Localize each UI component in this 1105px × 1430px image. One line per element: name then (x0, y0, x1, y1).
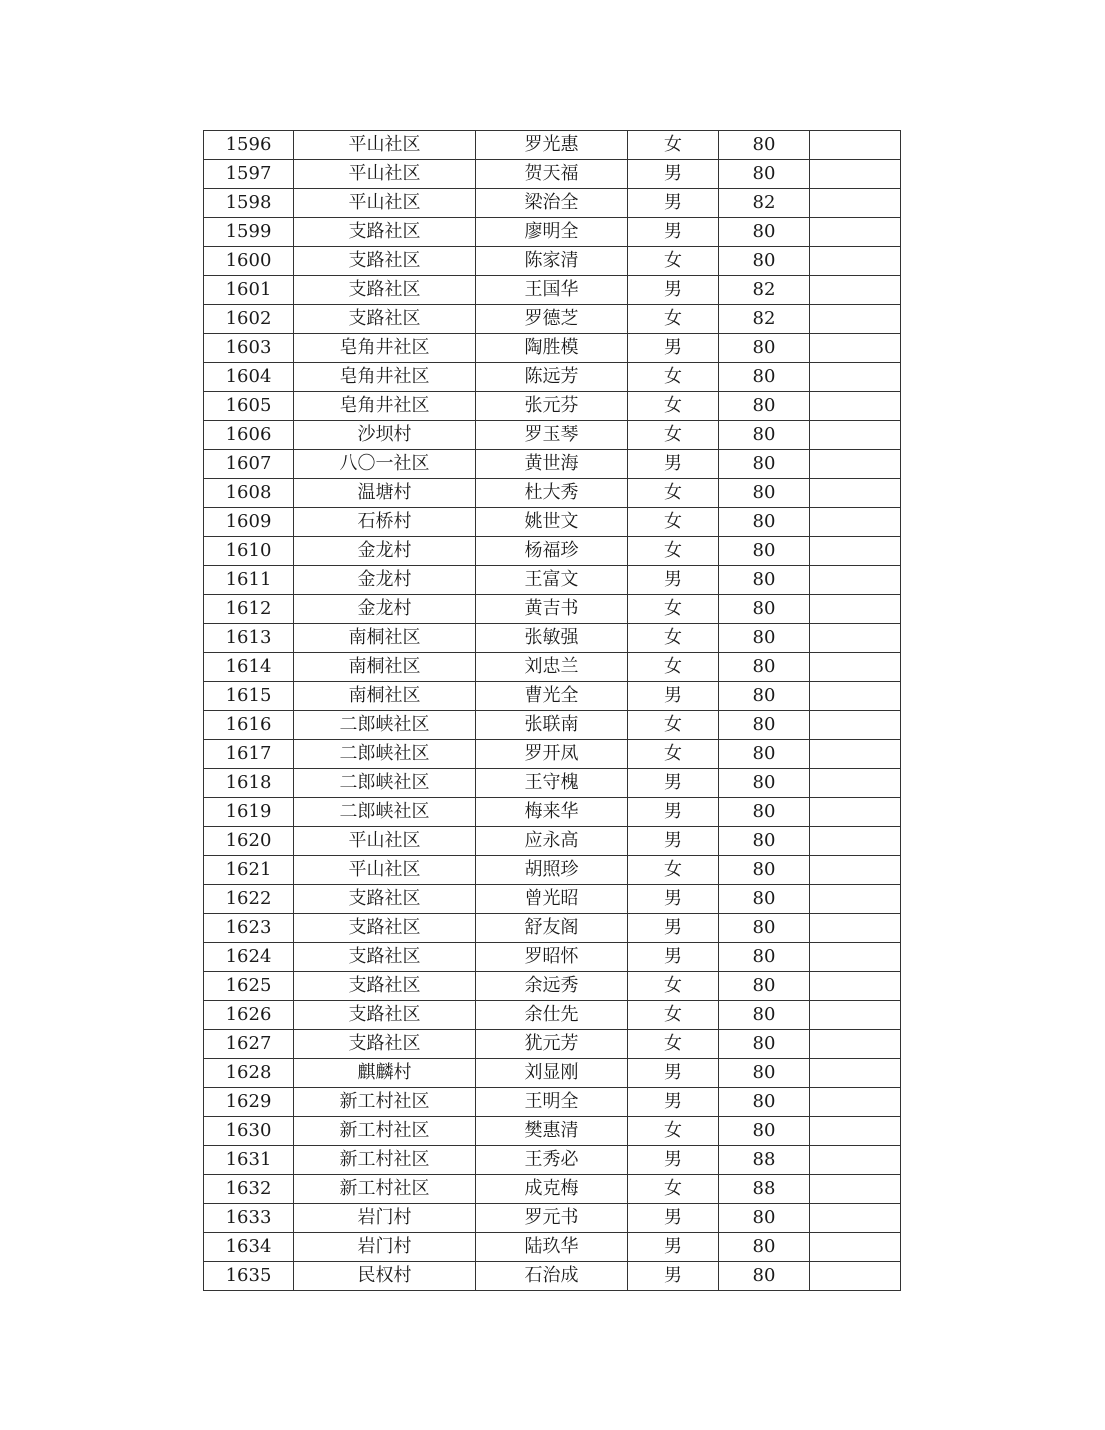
serial-number-cell: 1628 (204, 1059, 294, 1088)
age-cell: 80 (719, 218, 810, 247)
serial-number-cell: 1611 (204, 566, 294, 595)
serial-number-cell: 1622 (204, 885, 294, 914)
community-cell: 石桥村 (294, 508, 476, 537)
community-cell: 新工村社区 (294, 1117, 476, 1146)
remark-cell (810, 682, 901, 711)
person-name-cell: 石治成 (476, 1262, 628, 1291)
person-name-cell: 刘显刚 (476, 1059, 628, 1088)
table-row (204, 1146, 901, 1175)
remark-cell (810, 566, 901, 595)
gender-cell: 女 (628, 421, 719, 450)
age-cell: 80 (719, 1233, 810, 1262)
gender-cell: 男 (628, 160, 719, 189)
community-cell: 平山社区 (294, 827, 476, 856)
table-row (204, 798, 901, 827)
gender-cell: 女 (628, 653, 719, 682)
remark-cell (810, 769, 901, 798)
gender-cell: 男 (628, 1088, 719, 1117)
table-row (204, 421, 901, 450)
remark-cell (810, 740, 901, 769)
gender-cell: 女 (628, 972, 719, 1001)
person-name-cell: 罗开凤 (476, 740, 628, 769)
remark-cell (810, 1233, 901, 1262)
remark-cell (810, 363, 901, 392)
serial-number-cell: 1603 (204, 334, 294, 363)
table-row (204, 305, 901, 334)
age-cell: 80 (719, 1262, 810, 1291)
table-row (204, 218, 901, 247)
gender-cell: 男 (628, 1146, 719, 1175)
table-row (204, 566, 901, 595)
age-cell: 80 (719, 160, 810, 189)
table-row (204, 769, 901, 798)
table-row (204, 1059, 901, 1088)
age-cell: 80 (719, 885, 810, 914)
person-name-cell: 张敏强 (476, 624, 628, 653)
serial-number-cell: 1608 (204, 479, 294, 508)
community-cell: 平山社区 (294, 160, 476, 189)
roster-table-body (204, 131, 901, 1291)
roster-table (203, 130, 901, 1291)
remark-cell (810, 1001, 901, 1030)
community-cell: 支路社区 (294, 972, 476, 1001)
gender-cell: 男 (628, 827, 719, 856)
remark-cell (810, 508, 901, 537)
serial-number-cell: 1632 (204, 1175, 294, 1204)
age-cell: 80 (719, 363, 810, 392)
community-cell: 皂角井社区 (294, 334, 476, 363)
serial-number-cell: 1609 (204, 508, 294, 537)
remark-cell (810, 276, 901, 305)
table-row (204, 914, 901, 943)
gender-cell: 女 (628, 363, 719, 392)
serial-number-cell: 1606 (204, 421, 294, 450)
person-name-cell: 刘忠兰 (476, 653, 628, 682)
community-cell: 岩门村 (294, 1233, 476, 1262)
community-cell: 二郎峡社区 (294, 798, 476, 827)
person-name-cell: 杜大秀 (476, 479, 628, 508)
table-row (204, 1233, 901, 1262)
gender-cell: 男 (628, 218, 719, 247)
person-name-cell: 张联南 (476, 711, 628, 740)
community-cell: 支路社区 (294, 914, 476, 943)
remark-cell (810, 624, 901, 653)
gender-cell: 女 (628, 1117, 719, 1146)
table-row (204, 508, 901, 537)
table-row (204, 595, 901, 624)
age-cell: 80 (719, 827, 810, 856)
community-cell: 金龙村 (294, 537, 476, 566)
person-name-cell: 犹元芳 (476, 1030, 628, 1059)
community-cell: 南桐社区 (294, 653, 476, 682)
person-name-cell: 樊惠清 (476, 1117, 628, 1146)
age-cell: 80 (719, 682, 810, 711)
serial-number-cell: 1633 (204, 1204, 294, 1233)
table-row (204, 131, 901, 160)
serial-number-cell: 1604 (204, 363, 294, 392)
gender-cell: 男 (628, 682, 719, 711)
community-cell: 支路社区 (294, 276, 476, 305)
gender-cell: 女 (628, 711, 719, 740)
gender-cell: 男 (628, 769, 719, 798)
person-name-cell: 余仕先 (476, 1001, 628, 1030)
remark-cell (810, 537, 901, 566)
person-name-cell: 陈家清 (476, 247, 628, 276)
community-cell: 温塘村 (294, 479, 476, 508)
person-name-cell: 罗昭怀 (476, 943, 628, 972)
gender-cell: 女 (628, 305, 719, 334)
remark-cell (810, 450, 901, 479)
community-cell: 民权村 (294, 1262, 476, 1291)
remark-cell (810, 1030, 901, 1059)
age-cell: 80 (719, 1117, 810, 1146)
serial-number-cell: 1629 (204, 1088, 294, 1117)
person-name-cell: 姚世文 (476, 508, 628, 537)
person-name-cell: 廖明全 (476, 218, 628, 247)
serial-number-cell: 1635 (204, 1262, 294, 1291)
age-cell: 88 (719, 1146, 810, 1175)
remark-cell (810, 334, 901, 363)
remark-cell (810, 160, 901, 189)
community-cell: 南桐社区 (294, 682, 476, 711)
community-cell: 二郎峡社区 (294, 740, 476, 769)
serial-number-cell: 1630 (204, 1117, 294, 1146)
gender-cell: 女 (628, 537, 719, 566)
table-row (204, 276, 901, 305)
remark-cell (810, 914, 901, 943)
age-cell: 80 (719, 856, 810, 885)
person-name-cell: 应永高 (476, 827, 628, 856)
serial-number-cell: 1607 (204, 450, 294, 479)
community-cell: 南桐社区 (294, 624, 476, 653)
remark-cell (810, 1059, 901, 1088)
remark-cell (810, 189, 901, 218)
age-cell: 80 (719, 740, 810, 769)
community-cell: 支路社区 (294, 305, 476, 334)
gender-cell: 男 (628, 276, 719, 305)
age-cell: 80 (719, 914, 810, 943)
remark-cell (810, 247, 901, 276)
remark-cell (810, 943, 901, 972)
person-name-cell: 罗德芝 (476, 305, 628, 334)
table-row (204, 1204, 901, 1233)
person-name-cell: 杨福珍 (476, 537, 628, 566)
gender-cell: 女 (628, 624, 719, 653)
serial-number-cell: 1618 (204, 769, 294, 798)
age-cell: 80 (719, 653, 810, 682)
serial-number-cell: 1631 (204, 1146, 294, 1175)
table-row (204, 1262, 901, 1291)
remark-cell (810, 1146, 901, 1175)
table-row (204, 1030, 901, 1059)
age-cell: 80 (719, 131, 810, 160)
community-cell: 二郎峡社区 (294, 769, 476, 798)
age-cell: 80 (719, 479, 810, 508)
table-row (204, 160, 901, 189)
serial-number-cell: 1620 (204, 827, 294, 856)
age-cell: 80 (719, 392, 810, 421)
community-cell: 支路社区 (294, 247, 476, 276)
table-row (204, 392, 901, 421)
remark-cell (810, 653, 901, 682)
table-row (204, 856, 901, 885)
table-row (204, 334, 901, 363)
person-name-cell: 曾光昭 (476, 885, 628, 914)
person-name-cell: 黄吉书 (476, 595, 628, 624)
gender-cell: 男 (628, 798, 719, 827)
serial-number-cell: 1621 (204, 856, 294, 885)
person-name-cell: 余远秀 (476, 972, 628, 1001)
table-row (204, 653, 901, 682)
remark-cell (810, 856, 901, 885)
age-cell: 80 (719, 508, 810, 537)
age-cell: 80 (719, 624, 810, 653)
table-row (204, 827, 901, 856)
table-row (204, 450, 901, 479)
serial-number-cell: 1623 (204, 914, 294, 943)
person-name-cell: 王守槐 (476, 769, 628, 798)
community-cell: 皂角井社区 (294, 392, 476, 421)
gender-cell: 男 (628, 1262, 719, 1291)
table-row (204, 624, 901, 653)
person-name-cell: 梅来华 (476, 798, 628, 827)
table-row (204, 1117, 901, 1146)
serial-number-cell: 1605 (204, 392, 294, 421)
person-name-cell: 陆玖华 (476, 1233, 628, 1262)
age-cell: 80 (719, 247, 810, 276)
serial-number-cell: 1615 (204, 682, 294, 711)
age-cell: 80 (719, 1204, 810, 1233)
gender-cell: 女 (628, 1001, 719, 1030)
community-cell: 支路社区 (294, 943, 476, 972)
age-cell: 80 (719, 450, 810, 479)
serial-number-cell: 1617 (204, 740, 294, 769)
table-row (204, 740, 901, 769)
age-cell: 80 (719, 1001, 810, 1030)
person-name-cell: 陶胜模 (476, 334, 628, 363)
gender-cell: 男 (628, 1233, 719, 1262)
remark-cell (810, 1175, 901, 1204)
community-cell: 新工村社区 (294, 1175, 476, 1204)
age-cell: 80 (719, 537, 810, 566)
remark-cell (810, 305, 901, 334)
table-row (204, 1175, 901, 1204)
person-name-cell: 王国华 (476, 276, 628, 305)
age-cell: 80 (719, 769, 810, 798)
serial-number-cell: 1598 (204, 189, 294, 218)
serial-number-cell: 1624 (204, 943, 294, 972)
serial-number-cell: 1600 (204, 247, 294, 276)
gender-cell: 女 (628, 247, 719, 276)
remark-cell (810, 885, 901, 914)
gender-cell: 男 (628, 943, 719, 972)
person-name-cell: 王秀必 (476, 1146, 628, 1175)
serial-number-cell: 1626 (204, 1001, 294, 1030)
person-name-cell: 曹光全 (476, 682, 628, 711)
community-cell: 支路社区 (294, 1001, 476, 1030)
person-name-cell: 罗玉琴 (476, 421, 628, 450)
age-cell: 82 (719, 189, 810, 218)
serial-number-cell: 1627 (204, 1030, 294, 1059)
remark-cell (810, 595, 901, 624)
remark-cell (810, 218, 901, 247)
serial-number-cell: 1599 (204, 218, 294, 247)
age-cell: 80 (719, 595, 810, 624)
remark-cell (810, 827, 901, 856)
table-row (204, 479, 901, 508)
age-cell: 80 (719, 421, 810, 450)
age-cell: 80 (719, 798, 810, 827)
community-cell: 平山社区 (294, 856, 476, 885)
community-cell: 金龙村 (294, 595, 476, 624)
person-name-cell: 成克梅 (476, 1175, 628, 1204)
table-row (204, 537, 901, 566)
table-row (204, 363, 901, 392)
remark-cell (810, 421, 901, 450)
remark-cell (810, 798, 901, 827)
serial-number-cell: 1625 (204, 972, 294, 1001)
age-cell: 82 (719, 305, 810, 334)
age-cell: 80 (719, 711, 810, 740)
table-row (204, 247, 901, 276)
table-row (204, 885, 901, 914)
remark-cell (810, 1088, 901, 1117)
community-cell: 平山社区 (294, 189, 476, 218)
gender-cell: 男 (628, 885, 719, 914)
gender-cell: 女 (628, 856, 719, 885)
serial-number-cell: 1597 (204, 160, 294, 189)
community-cell: 支路社区 (294, 218, 476, 247)
serial-number-cell: 1613 (204, 624, 294, 653)
gender-cell: 男 (628, 334, 719, 363)
community-cell: 平山社区 (294, 131, 476, 160)
age-cell: 80 (719, 566, 810, 595)
community-cell: 岩门村 (294, 1204, 476, 1233)
serial-number-cell: 1602 (204, 305, 294, 334)
age-cell: 82 (719, 276, 810, 305)
community-cell: 支路社区 (294, 885, 476, 914)
serial-number-cell: 1612 (204, 595, 294, 624)
serial-number-cell: 1614 (204, 653, 294, 682)
table-row (204, 711, 901, 740)
gender-cell: 女 (628, 595, 719, 624)
table-row (204, 972, 901, 1001)
community-cell: 金龙村 (294, 566, 476, 595)
community-cell: 新工村社区 (294, 1146, 476, 1175)
gender-cell: 男 (628, 450, 719, 479)
gender-cell: 女 (628, 508, 719, 537)
gender-cell: 男 (628, 1204, 719, 1233)
person-name-cell: 黄世海 (476, 450, 628, 479)
age-cell: 80 (719, 943, 810, 972)
table-row (204, 682, 901, 711)
person-name-cell: 陈远芳 (476, 363, 628, 392)
remark-cell (810, 479, 901, 508)
table-row (204, 1001, 901, 1030)
community-cell: 八〇一社区 (294, 450, 476, 479)
gender-cell: 女 (628, 479, 719, 508)
serial-number-cell: 1601 (204, 276, 294, 305)
gender-cell: 女 (628, 1030, 719, 1059)
serial-number-cell: 1619 (204, 798, 294, 827)
serial-number-cell: 1634 (204, 1233, 294, 1262)
remark-cell (810, 972, 901, 1001)
age-cell: 80 (719, 1088, 810, 1117)
community-cell: 皂角井社区 (294, 363, 476, 392)
gender-cell: 女 (628, 740, 719, 769)
gender-cell: 男 (628, 914, 719, 943)
age-cell: 80 (719, 972, 810, 1001)
age-cell: 80 (719, 334, 810, 363)
community-cell: 二郎峡社区 (294, 711, 476, 740)
person-name-cell: 王明全 (476, 1088, 628, 1117)
gender-cell: 女 (628, 392, 719, 421)
person-name-cell: 舒友阁 (476, 914, 628, 943)
community-cell: 沙坝村 (294, 421, 476, 450)
age-cell: 88 (719, 1175, 810, 1204)
remark-cell (810, 1117, 901, 1146)
remark-cell (810, 1262, 901, 1291)
gender-cell: 男 (628, 1059, 719, 1088)
serial-number-cell: 1596 (204, 131, 294, 160)
remark-cell (810, 711, 901, 740)
gender-cell: 女 (628, 131, 719, 160)
remark-cell (810, 131, 901, 160)
serial-number-cell: 1616 (204, 711, 294, 740)
gender-cell: 男 (628, 566, 719, 595)
person-name-cell: 贺天福 (476, 160, 628, 189)
age-cell: 80 (719, 1059, 810, 1088)
age-cell: 80 (719, 1030, 810, 1059)
community-cell: 麒麟村 (294, 1059, 476, 1088)
table-row (204, 189, 901, 218)
serial-number-cell: 1610 (204, 537, 294, 566)
person-name-cell: 胡照珍 (476, 856, 628, 885)
gender-cell: 男 (628, 189, 719, 218)
remark-cell (810, 392, 901, 421)
table-row (204, 943, 901, 972)
person-name-cell: 罗光惠 (476, 131, 628, 160)
person-name-cell: 梁治全 (476, 189, 628, 218)
community-cell: 新工村社区 (294, 1088, 476, 1117)
gender-cell: 女 (628, 1175, 719, 1204)
person-name-cell: 罗元书 (476, 1204, 628, 1233)
person-name-cell: 王富文 (476, 566, 628, 595)
community-cell: 支路社区 (294, 1030, 476, 1059)
person-name-cell: 张元芬 (476, 392, 628, 421)
remark-cell (810, 1204, 901, 1233)
table-row (204, 1088, 901, 1117)
